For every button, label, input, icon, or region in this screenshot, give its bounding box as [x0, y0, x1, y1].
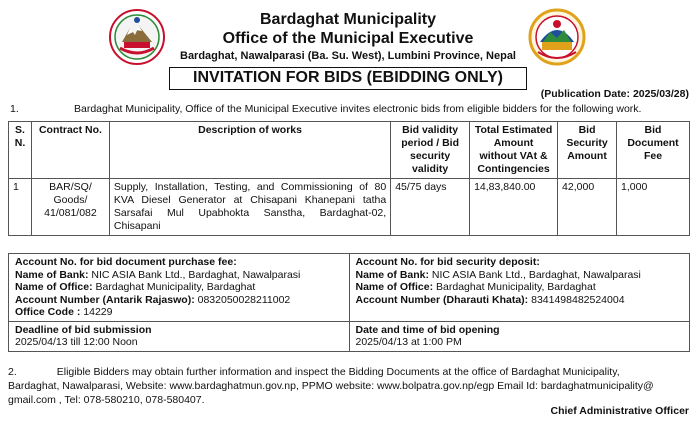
purchase-account-value: 0832050028211002: [194, 293, 291, 306]
purchase-heading: Account No. for bid document purchase fee:: [15, 256, 237, 268]
security-account-value: 8341498482524004: [528, 293, 625, 306]
security-heading: Account No. for bid security deposit:: [355, 256, 540, 268]
deadline-heading: Deadline of bid submission: [15, 323, 152, 336]
table-row: [9, 179, 690, 236]
notice-title: INVITATION FOR BIDS (EBIDDING ONLY): [169, 67, 527, 90]
publication-date: (Publication Date: 2025/03/28): [540, 88, 689, 100]
security-bank-label: Name of Bank:: [355, 268, 430, 281]
deadline-value: 2025/04/13 till 12:00 Noon: [15, 336, 138, 348]
cell-security: 42,000: [558, 179, 617, 236]
table-header-row: [9, 122, 690, 179]
security-account-box: [349, 254, 690, 322]
purchase-account-box: [9, 254, 350, 322]
purchase-bank-value: NIC ASIA Bank Ltd., Bardaghat, Nawalparasi: [88, 268, 301, 281]
note-paragraph: [8, 365, 690, 407]
note-number: 2.: [8, 366, 17, 378]
note-text-line3: gmail.com , Tel: 078-580210, 078-580407.: [8, 394, 205, 406]
header-sn: S. N.: [9, 122, 32, 179]
security-office-label: Name of Office:: [355, 281, 434, 293]
note-text-line1: Eligible Bidders may obtain further information and inspect the Bidding Documents at the office of Bardaghat Municipality,: [56, 366, 620, 378]
note-text-line2: Bardaghat, Nawalparasi, Website: www.bardaghatmun.gov.np, PPMO website: www.bolpatra.gov.np/egp Email Id: bardaghatmunicipality@: [8, 380, 654, 392]
security-office-value: Bardaghat Municipality, Bardaghat: [433, 281, 596, 293]
header-validity: Bid validity period / Bid security validity: [391, 122, 470, 179]
cell-description: Supply, Installation, Testing, and Commissioning of 80 KVA Diesel Generator at Chisapani Khanepani tatha Sarsafai Mul Upabhokta Sanstha, Bardaghat-02, Chisapani: [109, 179, 390, 236]
office-address: Bardaghat, Nawalparasi (Ba. Su. West), Lumbini Province, Nepal: [180, 50, 516, 62]
nepal-emblem-icon: [108, 8, 166, 66]
opening-heading: Date and time of bid opening: [355, 323, 500, 336]
cell-sn: 1: [9, 179, 32, 236]
purchase-account-label: Account Number (Antarik Rajaswo):: [15, 293, 195, 306]
cell-fee: 1,000: [617, 179, 690, 236]
header-contract: Contract No.: [31, 122, 109, 179]
municipality-logo-icon: [528, 8, 586, 66]
office-name: Office of the Municipal Executive: [222, 30, 474, 47]
deadline-box: [9, 321, 350, 351]
security-bank-value: NIC ASIA Bank Ltd., Bardaghat, Nawalparasi: [429, 268, 641, 281]
intro-number: 1.: [10, 103, 19, 115]
purchase-bank-label: Name of Bank:: [15, 268, 89, 281]
purchase-office-label: Name of Office:: [15, 281, 93, 293]
cell-amount: 14,83,840.00: [470, 179, 558, 236]
municipality-name: Bardaghat Municipality: [259, 11, 437, 28]
cell-contract: BAR/SQ/ Goods/ 41/081/082: [31, 179, 109, 236]
letterhead: [0, 0, 697, 70]
security-account-label: Account Number (Dharauti Khata):: [355, 293, 529, 306]
header-description: Description of works: [109, 122, 390, 179]
dates-row: [9, 321, 690, 351]
header-fee: Bid Document Fee: [617, 122, 690, 179]
purchase-office-value: Bardaghat Municipality, Bardaghat: [92, 281, 256, 293]
cell-validity: 45/75 days: [391, 179, 470, 236]
accounts-table: [8, 253, 690, 352]
office-code-label: Office Code :: [15, 306, 81, 318]
bids-table: [8, 121, 690, 236]
signatory: Chief Administrative Officer: [550, 405, 689, 417]
intro-text: Bardaghat Municipality, Office of the Municipal Executive invites electronic bids from eligible bidders for the following work.: [74, 103, 642, 115]
header-amount: Total Estimated Amount without VAt & Contingencies: [470, 122, 558, 179]
office-code-value: 14229: [80, 306, 113, 318]
accounts-row: [9, 254, 690, 322]
opening-value: 2025/04/13 at 1:00 PM: [355, 336, 462, 348]
opening-box: [349, 321, 690, 351]
header-security: Bid Security Amount: [558, 122, 617, 179]
